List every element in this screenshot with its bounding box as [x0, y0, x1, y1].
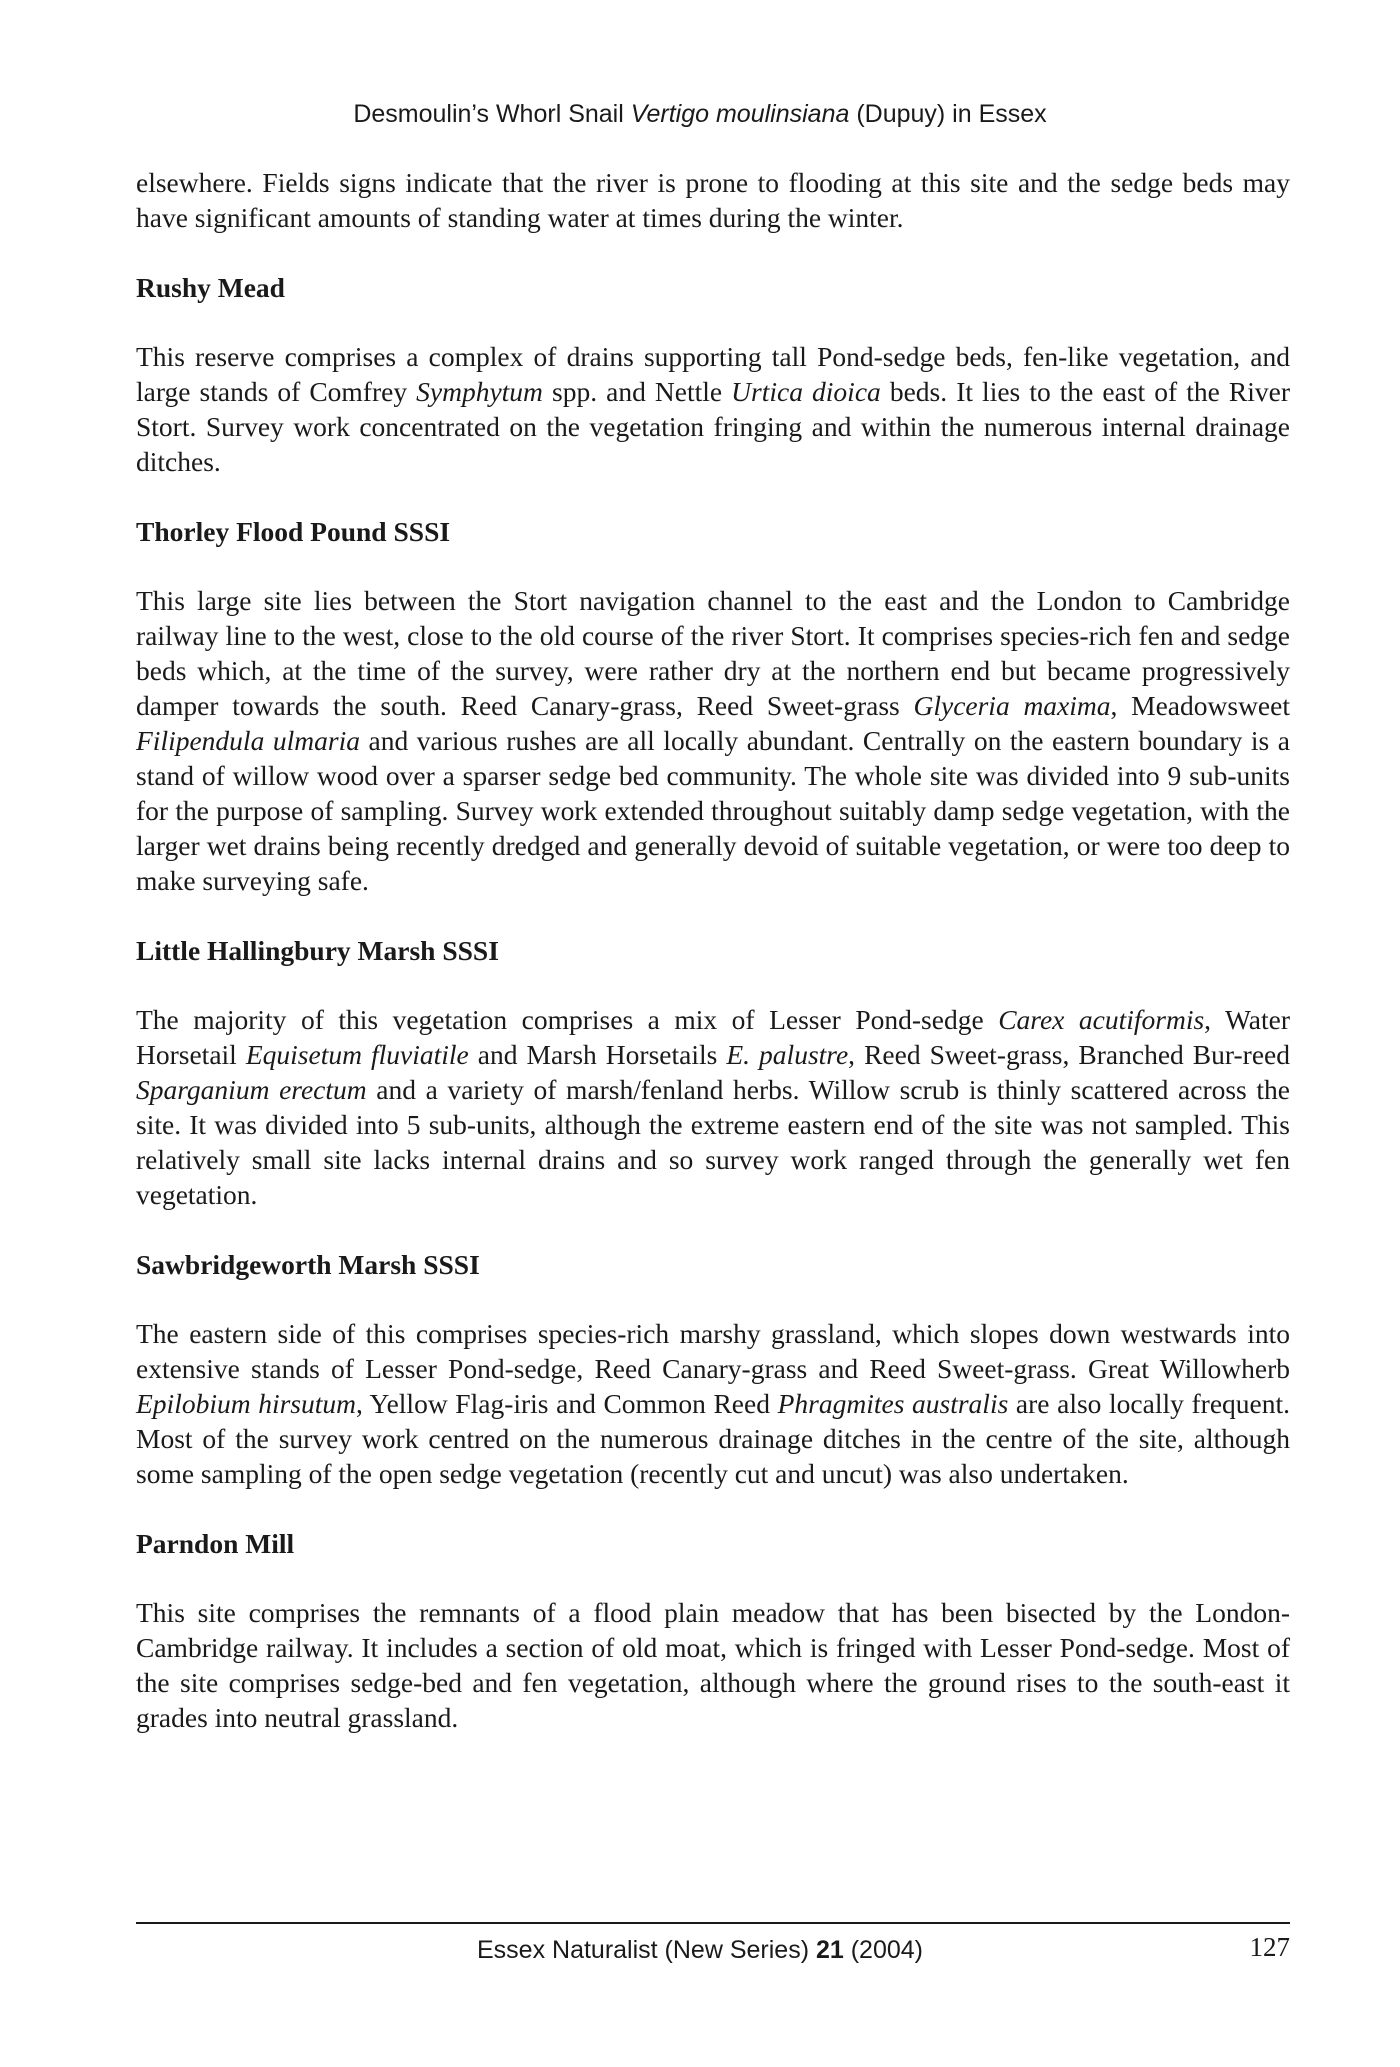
journal-name: Essex Naturalist (New Series) — [476, 1936, 816, 1964]
header-title-end: (Dupuy) in Essex — [849, 100, 1047, 128]
text-run: and various rushes are all locally abundant. Centrally on the eastern boundary is a stand of willow wood over a sparser sedge bed community. The whole site was divided into 9 sub-units for the purpose of sampling. Survey work extended throughout suitably damp sedge vegetation, with the larger wet drains being recently dredged and generally devoid of suitable vegetation, or were too deep to make surveying safe. — [136, 725, 1290, 896]
species-name: Urtica dioica — [731, 376, 881, 407]
text-run: are also locally frequent. Most of the survey work centred on the numerous drainage ditches in the centre of the site, although some sampling of the open sedge vegetation (recently cut and uncut) was also undertaken. — [136, 1388, 1290, 1489]
intro-paragraph: elsewhere. Fields signs indicate that the river is prone to flooding at this site and the sedge beds may have significant amounts of standing water at times during the winter. — [136, 167, 1290, 233]
species-name: Glyceria maxima — [913, 690, 1111, 721]
text-run: , Yellow Flag-iris and Common Reed — [356, 1388, 778, 1419]
paragraph-parndon-mill: This site comprises the remnants of a flood plain meadow that has been bisected by the London-Cambridge railway. It includes a section of old moat, which is fringed with Lesser Pond-sedge. Most of the site comprises sedge-bed and fen vegetation, although where the ground rises to the south-east it grades into neutral grassland. — [136, 1597, 1290, 1733]
heading-thorley-flood-pound: Thorley Flood Pound SSSI — [136, 516, 451, 547]
species-name: Sparganium erectum — [136, 1074, 367, 1105]
running-header — [0, 100, 1400, 129]
species-name: Filipendula ulmaria — [136, 725, 360, 756]
footer-journal-citation — [0, 1936, 1400, 1965]
heading-sawbridgeworth-marsh: Sawbridgeworth Marsh SSSI — [136, 1249, 480, 1280]
text-run: , Water Horsetail — [136, 1004, 1291, 1070]
text-run: The majority of this vegetation comprises a mix of Lesser Pond-sedge — [136, 1004, 999, 1035]
heading-little-hallingbury-marsh: Little Hallingbury Marsh SSSI — [136, 935, 499, 966]
text-run: The eastern side of this comprises species-rich marshy grassland, which slopes down westwards into extensive stands of Lesser Pond-sedge, Reed Canary-grass and Reed Sweet-grass. Great Willowherb — [136, 1318, 1290, 1384]
species-name: Phragmites australis — [777, 1388, 1009, 1419]
species-name: Symphytum — [416, 376, 543, 407]
heading-rushy-mead: Rushy Mead — [136, 272, 285, 303]
text-run: and a variety of marsh/fenland herbs. Willow scrub is thinly scattered across the site. It was divided into 5 sub-units, although the extreme eastern end of the site was not sampled. This relatively small site lacks internal drains and so survey work ranged through the generally wet fen vegetation. — [136, 1074, 1291, 1210]
species-name: Carex acutiformis — [998, 1004, 1205, 1035]
text-run: beds. It lies to the east of the River Stort. Survey work concentrated on the vegetation fringing and within the numerous internal drainage ditches. — [136, 376, 1290, 477]
paragraph-rushy-mead — [136, 339, 1290, 479]
page-number: 127 — [1249, 1932, 1290, 1962]
species-name: Epilobium hirsutum — [136, 1388, 356, 1419]
header-species-name: Vertigo moulinsiana — [630, 100, 850, 128]
species-name: E. palustre — [726, 1039, 849, 1070]
footer-rule — [136, 1922, 1290, 1924]
text-run: , Meadowsweet — [1110, 690, 1290, 721]
journal-volume: 21 — [815, 1936, 844, 1964]
body-text — [136, 165, 1290, 1735]
text-run: This reserve comprises a complex of drains supporting tall Pond-sedge beds, fen-like vegetation, and large stands of Comfrey — [136, 341, 1290, 407]
species-name: Equisetum fluviatile — [245, 1039, 469, 1070]
text-run: This large site lies between the Stort navigation channel to the east and the London to Cambridge railway line to the west, close to the old course of the river Stort. It comprises species-rich fen and sedge beds which, at the time of the survey, were rather dry at the northern end but became progressively damper towards the south. Reed Canary-grass, Reed Sweet-grass — [136, 585, 1290, 721]
text-run: spp. and Nettle — [542, 376, 732, 407]
text-run: , Reed Sweet-grass, Branched Bur-reed — [848, 1039, 1290, 1070]
heading-parndon-mill: Parndon Mill — [136, 1528, 295, 1559]
paragraph-little-hallingbury-marsh — [136, 1002, 1290, 1212]
text-run: and Marsh Horsetails — [468, 1039, 727, 1070]
journal-year: (2004) — [843, 1936, 923, 1964]
paragraph-sawbridgeworth-marsh — [136, 1316, 1290, 1491]
header-title-start: Desmoulin’s Whorl Snail — [353, 100, 631, 128]
paragraph-thorley-flood-pound — [136, 583, 1290, 898]
